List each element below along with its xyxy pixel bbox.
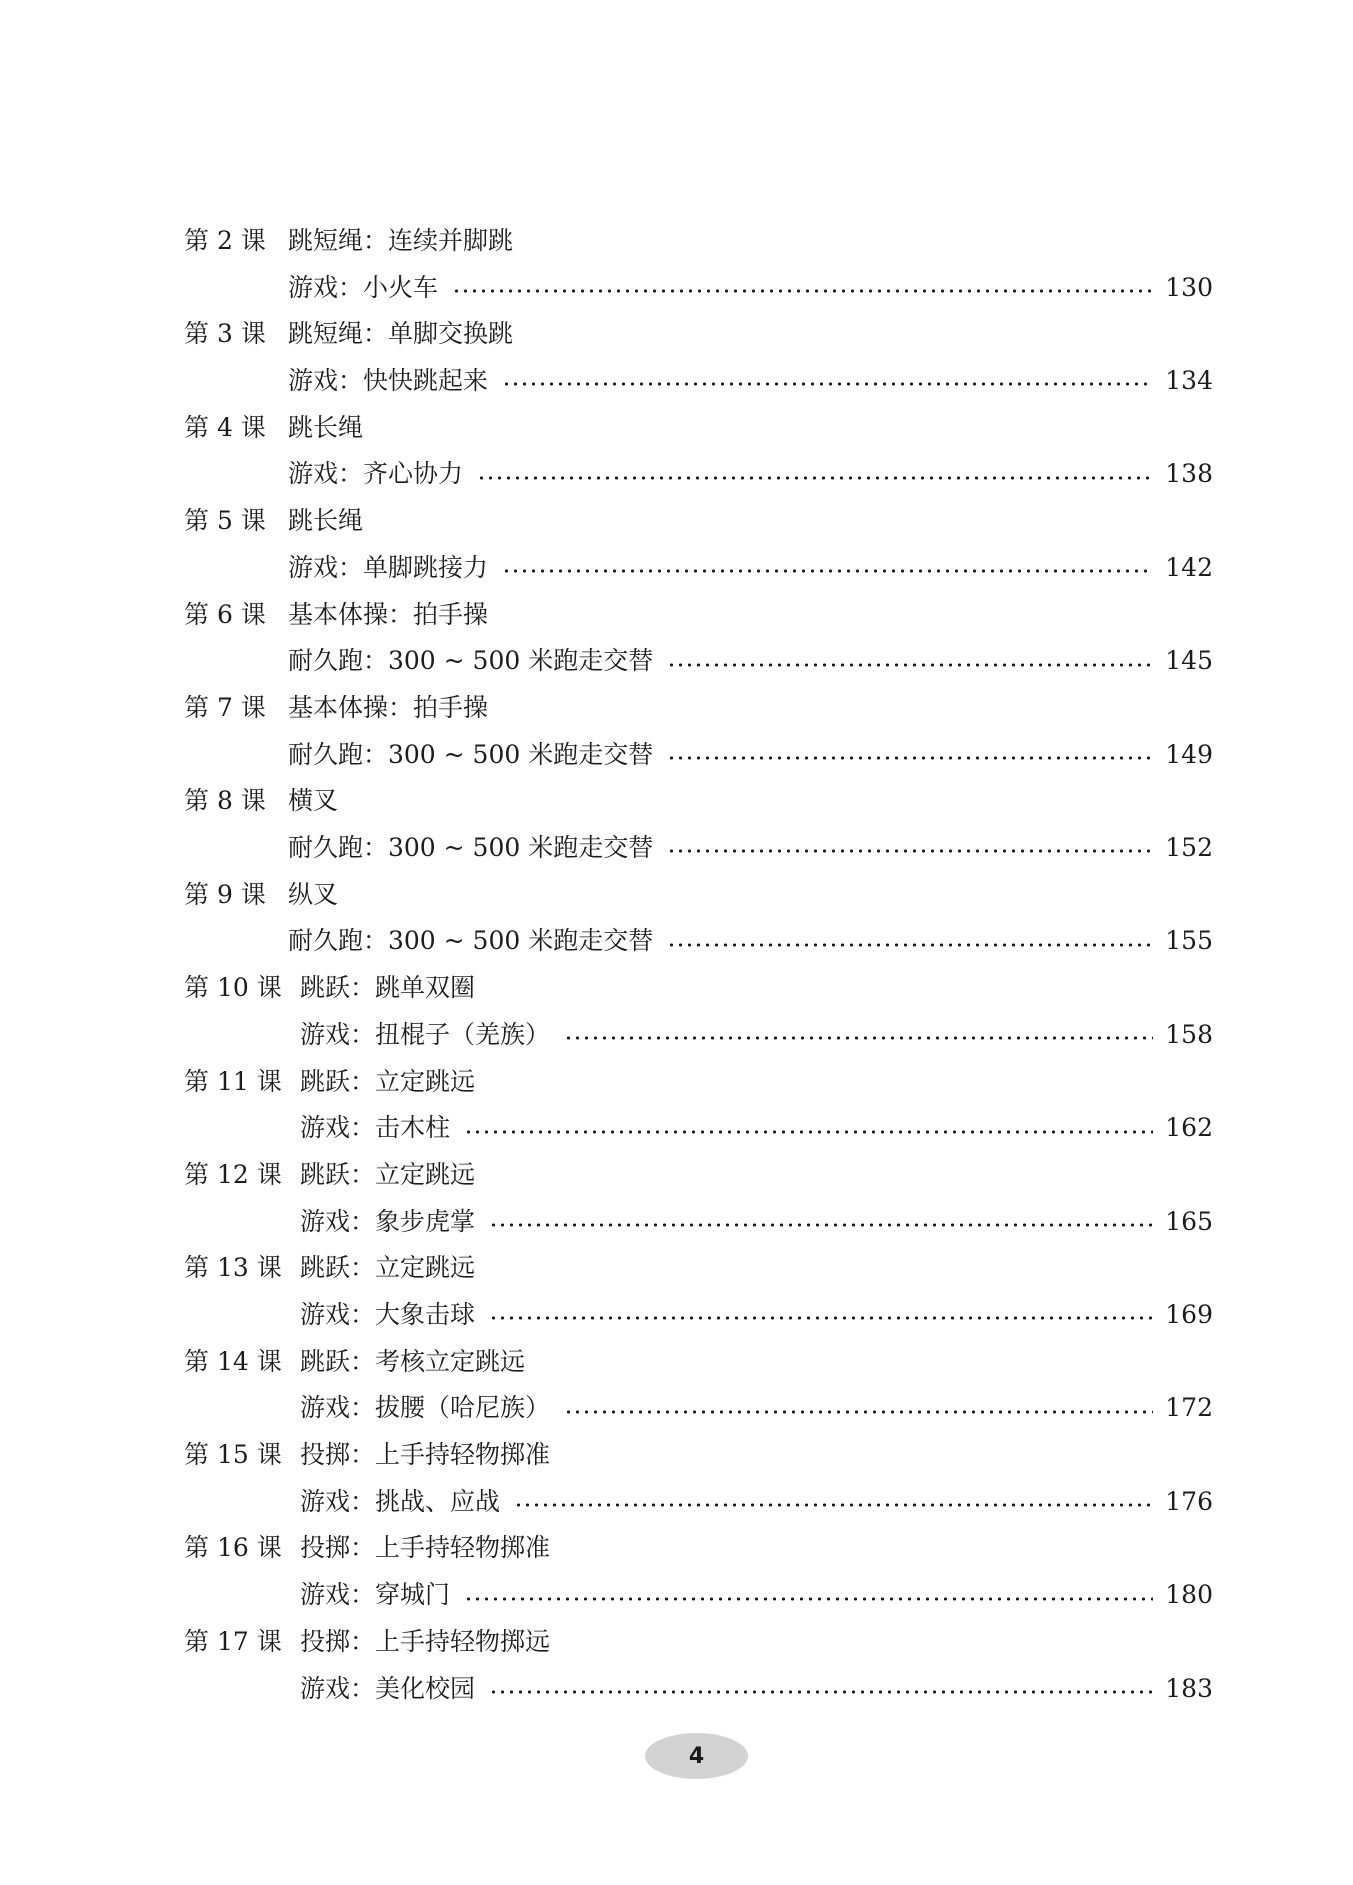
toc-entry[interactable] <box>184 1572 1213 1619</box>
toc-lesson <box>184 778 1213 871</box>
lesson-heading <box>184 1619 1213 1666</box>
lesson-title: 跳短绳：单脚交换跳 <box>288 319 514 349</box>
toc-entry[interactable] <box>184 1012 1213 1059</box>
entry-title: 游戏：挑战、应战 <box>300 1486 501 1516</box>
toc-entry[interactable] <box>184 1105 1213 1152</box>
entry-title: 游戏：美化校园 <box>300 1673 476 1703</box>
lesson-title: 横叉 <box>288 786 339 816</box>
lesson-heading <box>184 685 1213 732</box>
entry-page-number: 145 <box>1165 646 1213 676</box>
lesson-heading <box>184 1525 1213 1572</box>
toc-entry[interactable] <box>184 451 1213 498</box>
entry-page-number: 165 <box>1165 1206 1213 1236</box>
lesson-heading <box>184 1152 1213 1199</box>
lesson-number: 第 3 课 <box>184 319 266 349</box>
toc-entry[interactable] <box>184 1292 1213 1339</box>
toc-lesson <box>184 1432 1213 1525</box>
lesson-number: 第 2 课 <box>184 226 266 255</box>
dot-leader <box>502 569 1153 573</box>
toc-lesson <box>184 311 1213 404</box>
entry-title: 耐久跑：300 ~ 500 米跑走交替 <box>288 739 654 769</box>
toc-lesson <box>184 1059 1213 1152</box>
toc-lesson <box>184 498 1213 591</box>
entry-page-number: 155 <box>1165 926 1213 956</box>
toc-entry[interactable] <box>184 545 1213 592</box>
page-number: 4 <box>688 1743 705 1769</box>
toc-lesson <box>184 1525 1213 1618</box>
toc-entry[interactable] <box>184 918 1213 965</box>
dot-leader <box>477 476 1153 480</box>
entry-page-number: 152 <box>1165 833 1213 863</box>
lesson-title: 跳短绳：连续并脚跳 <box>288 226 514 255</box>
lesson-number: 第 16 课 <box>184 1533 282 1563</box>
page-number-badge <box>645 1733 748 1779</box>
lesson-number: 第 15 课 <box>184 1440 282 1470</box>
dot-leader <box>489 1223 1153 1227</box>
toc-lesson <box>184 965 1213 1058</box>
entry-title: 耐久跑：300 ~ 500 米跑走交替 <box>288 926 654 956</box>
dot-leader <box>667 849 1153 853</box>
toc-entry[interactable] <box>184 1479 1213 1526</box>
lesson-heading <box>184 1432 1213 1479</box>
lesson-title: 跳跃：立定跳远 <box>300 1253 476 1283</box>
lesson-title: 投掷：上手持轻物掷准 <box>300 1440 551 1470</box>
entry-page-number: 162 <box>1165 1113 1213 1143</box>
toc-lesson <box>184 1152 1213 1245</box>
toc-lesson <box>184 218 1213 311</box>
toc-entry[interactable] <box>184 638 1213 685</box>
lesson-title: 纵叉 <box>288 879 339 909</box>
lesson-heading <box>184 965 1213 1012</box>
dot-leader <box>667 663 1153 667</box>
dot-leader <box>667 943 1153 947</box>
lesson-number: 第 13 课 <box>184 1253 282 1283</box>
lesson-heading <box>184 311 1213 358</box>
entry-page-number: 180 <box>1165 1580 1213 1610</box>
lesson-title: 投掷：上手持轻物掷远 <box>300 1626 551 1656</box>
entry-page-number: 172 <box>1165 1393 1213 1423</box>
entry-title: 游戏：大象击球 <box>300 1299 476 1329</box>
toc-lesson <box>184 872 1213 965</box>
entry-page-number: 169 <box>1165 1299 1213 1329</box>
toc-lesson <box>184 592 1213 685</box>
entry-page-number: 176 <box>1165 1486 1213 1516</box>
toc-entry[interactable] <box>184 358 1213 405</box>
entry-title: 游戏：穿城门 <box>300 1580 451 1610</box>
toc-lesson <box>184 685 1213 778</box>
lesson-heading <box>184 1059 1213 1106</box>
lesson-number: 第 9 课 <box>184 879 266 909</box>
toc-lesson <box>184 1619 1213 1712</box>
lesson-title: 跳跃：立定跳远 <box>300 1066 476 1096</box>
toc-entry[interactable] <box>184 825 1213 872</box>
entry-title: 耐久跑：300 ~ 500 米跑走交替 <box>288 833 654 863</box>
lesson-title: 跳跃：考核立定跳远 <box>300 1346 526 1376</box>
toc-entry[interactable] <box>184 1666 1213 1713</box>
dot-leader <box>489 1690 1153 1694</box>
lesson-number: 第 5 课 <box>184 506 266 536</box>
entry-page-number: 134 <box>1165 366 1213 396</box>
lesson-title: 投掷：上手持轻物掷准 <box>300 1533 551 1563</box>
lesson-number: 第 7 课 <box>184 692 266 722</box>
toc-lesson <box>184 405 1213 498</box>
entry-title: 游戏：击木柱 <box>300 1113 451 1143</box>
entry-title: 游戏：单脚跳接力 <box>288 552 489 582</box>
toc-entry[interactable] <box>184 265 1213 312</box>
entry-title: 游戏：象步虎掌 <box>300 1206 476 1236</box>
dot-leader <box>464 1597 1153 1601</box>
entry-page-number: 138 <box>1165 459 1213 489</box>
table-of-contents <box>184 218 1213 1712</box>
entry-title: 游戏：小火车 <box>288 272 439 302</box>
toc-entry[interactable] <box>184 732 1213 779</box>
entry-title: 游戏：齐心协力 <box>288 459 464 489</box>
lesson-number: 第 11 课 <box>184 1066 282 1096</box>
dot-leader <box>564 1410 1153 1414</box>
lesson-number: 第 14 课 <box>184 1346 282 1376</box>
dot-leader <box>667 756 1153 760</box>
entry-title: 耐久跑：300 ~ 500 米跑走交替 <box>288 646 654 676</box>
lesson-number: 第 4 课 <box>184 412 266 442</box>
lesson-title: 基本体操：拍手操 <box>288 692 489 722</box>
toc-lesson <box>184 1245 1213 1338</box>
lesson-heading <box>184 1339 1213 1386</box>
entry-page-number: 130 <box>1165 272 1213 302</box>
toc-entry[interactable] <box>184 1385 1213 1432</box>
lesson-title: 跳跃：立定跳远 <box>300 1159 476 1189</box>
dot-leader <box>514 1503 1153 1507</box>
lesson-number: 第 6 课 <box>184 599 266 629</box>
lesson-heading <box>184 498 1213 545</box>
lesson-heading <box>184 218 1213 265</box>
lesson-number: 第 10 课 <box>184 973 282 1003</box>
lesson-heading <box>184 778 1213 825</box>
lesson-heading <box>184 592 1213 639</box>
lesson-heading <box>184 872 1213 919</box>
dot-leader <box>502 382 1153 386</box>
lesson-number: 第 12 课 <box>184 1159 282 1189</box>
entry-title: 游戏：拔腰（哈尼族） <box>300 1393 551 1423</box>
dot-leader <box>464 1130 1153 1134</box>
lesson-title: 跳长绳 <box>288 506 364 536</box>
entry-page-number: 158 <box>1165 1019 1213 1049</box>
entry-page-number: 149 <box>1165 739 1213 769</box>
entry-page-number: 183 <box>1165 1673 1213 1703</box>
lesson-title: 基本体操：拍手操 <box>288 599 489 629</box>
lesson-heading <box>184 1245 1213 1292</box>
dot-leader <box>452 289 1153 293</box>
entry-title: 游戏：扭棍子（羌族） <box>300 1019 551 1049</box>
entry-page-number: 142 <box>1165 552 1213 582</box>
lesson-title: 跳跃：跳单双圈 <box>300 973 476 1003</box>
toc-entry[interactable] <box>184 1199 1213 1246</box>
dot-leader <box>564 1036 1153 1040</box>
lesson-number: 第 17 课 <box>184 1626 282 1656</box>
entry-title: 游戏：快快跳起来 <box>288 366 489 396</box>
lesson-heading <box>184 405 1213 452</box>
lesson-title: 跳长绳 <box>288 412 364 442</box>
toc-lesson <box>184 1339 1213 1432</box>
lesson-number: 第 8 课 <box>184 786 266 816</box>
dot-leader <box>489 1316 1153 1320</box>
